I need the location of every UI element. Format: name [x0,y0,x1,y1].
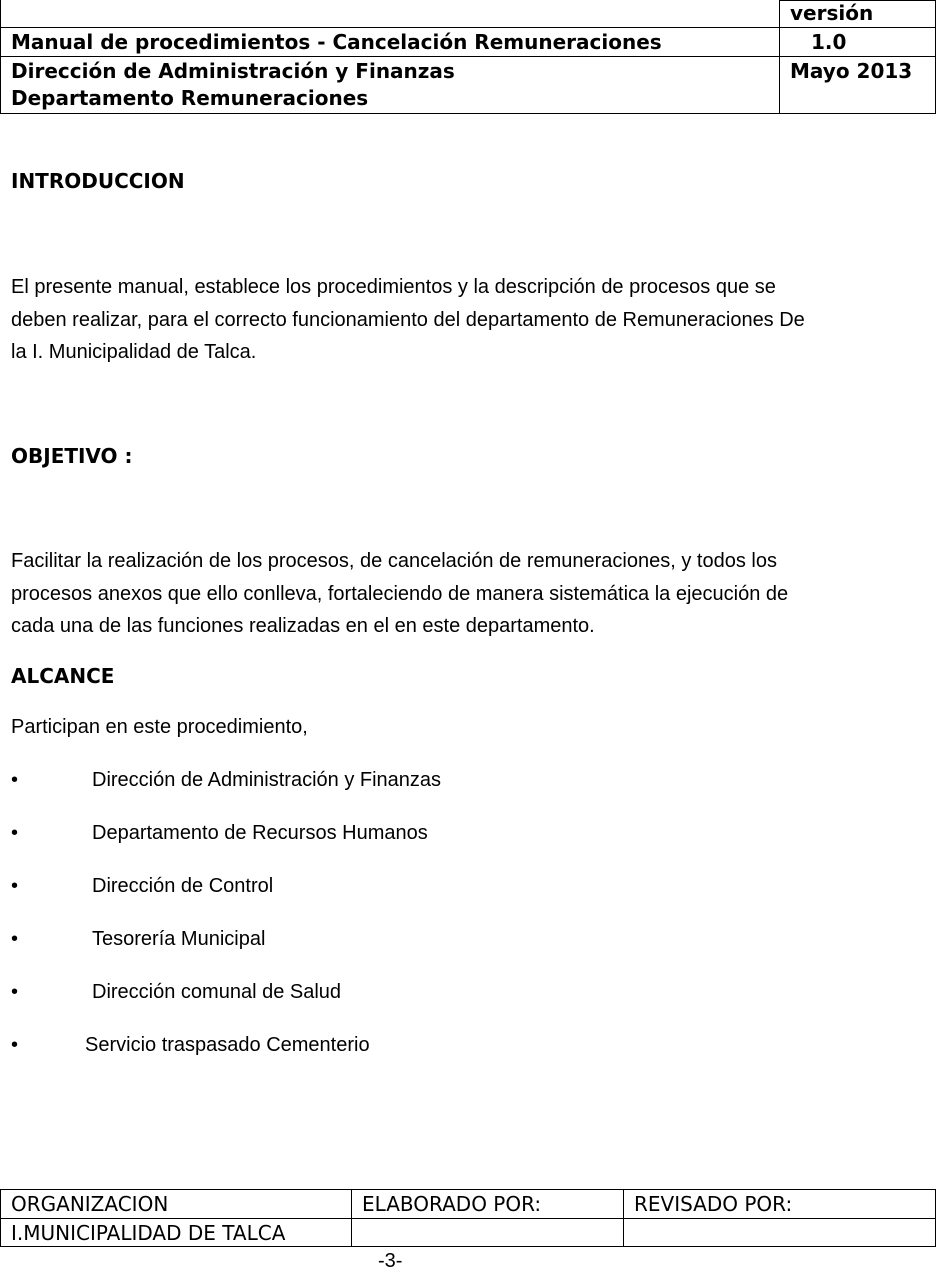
objetivo-paragraph [11,545,926,643]
list-item-text: Dirección de Administración y Finanzas [92,769,442,791]
paragraph-line: procesos anexos que ello conlleva, fortaleciendo de manera sistemática la ejecución de [11,582,789,605]
list-item-text: Tesorería Municipal [92,928,266,950]
paragraph-line: El presente manual, establece los procedimientos y la descripción de procesos que se [11,276,776,298]
bullet-icon: • [11,875,19,897]
list-item-text: Dirección comunal de Salud [92,981,342,1003]
organization-label: ORGANIZACION [11,1192,169,1216]
version-label: versión [790,1,874,25]
organization-value: I.MUNICIPALIDAD DE TALCA [11,1221,286,1245]
list-item-text: Departamento de Recursos Humanos [92,822,428,844]
list-item-text: Dirección de Control [92,875,274,897]
paragraph-line: la I. Municipalidad de Talca. [11,341,257,363]
version-number: 1.0 [811,30,847,54]
alcance-heading: ALCANCE [11,664,115,688]
alcance-intro: Participan en este procedimiento, [11,716,308,738]
introduccion-heading: INTRODUCCION [11,169,185,193]
paragraph-line: deben realizar, para el correcto funcionamiento del departamento de Remuneraciones De [11,308,805,331]
document-date: Mayo 2013 [790,59,913,83]
bullet-icon: • [11,769,19,791]
elaborado-label: ELABORADO POR: [362,1192,542,1216]
revisado-label: REVISADO POR: [634,1192,793,1216]
page-number: -3- [378,1250,403,1272]
objetivo-heading: OBJETIVO : [11,444,133,468]
bullet-icon: • [11,981,19,1003]
manual-title: Manual de procedimientos - Cancelación Remuneraciones [11,30,662,54]
department-name: Departamento Remuneraciones [11,86,369,110]
paragraph-line: Facilitar la realización de los procesos, de cancelación de remuneraciones, y todos los [11,550,777,572]
introduccion-paragraph [11,271,926,369]
paragraph-line: cada una de las funciones realizadas en el en este departamento. [11,615,595,637]
direction-name: Dirección de Administración y Finanzas [11,59,455,83]
bullet-icon: • [11,1034,19,1056]
bullet-icon: • [11,928,19,950]
footer-table [0,1189,936,1249]
header-table [0,0,936,114]
list-item-text: Servicio traspasado Cementerio [85,1034,370,1056]
bullet-icon: • [11,822,19,844]
